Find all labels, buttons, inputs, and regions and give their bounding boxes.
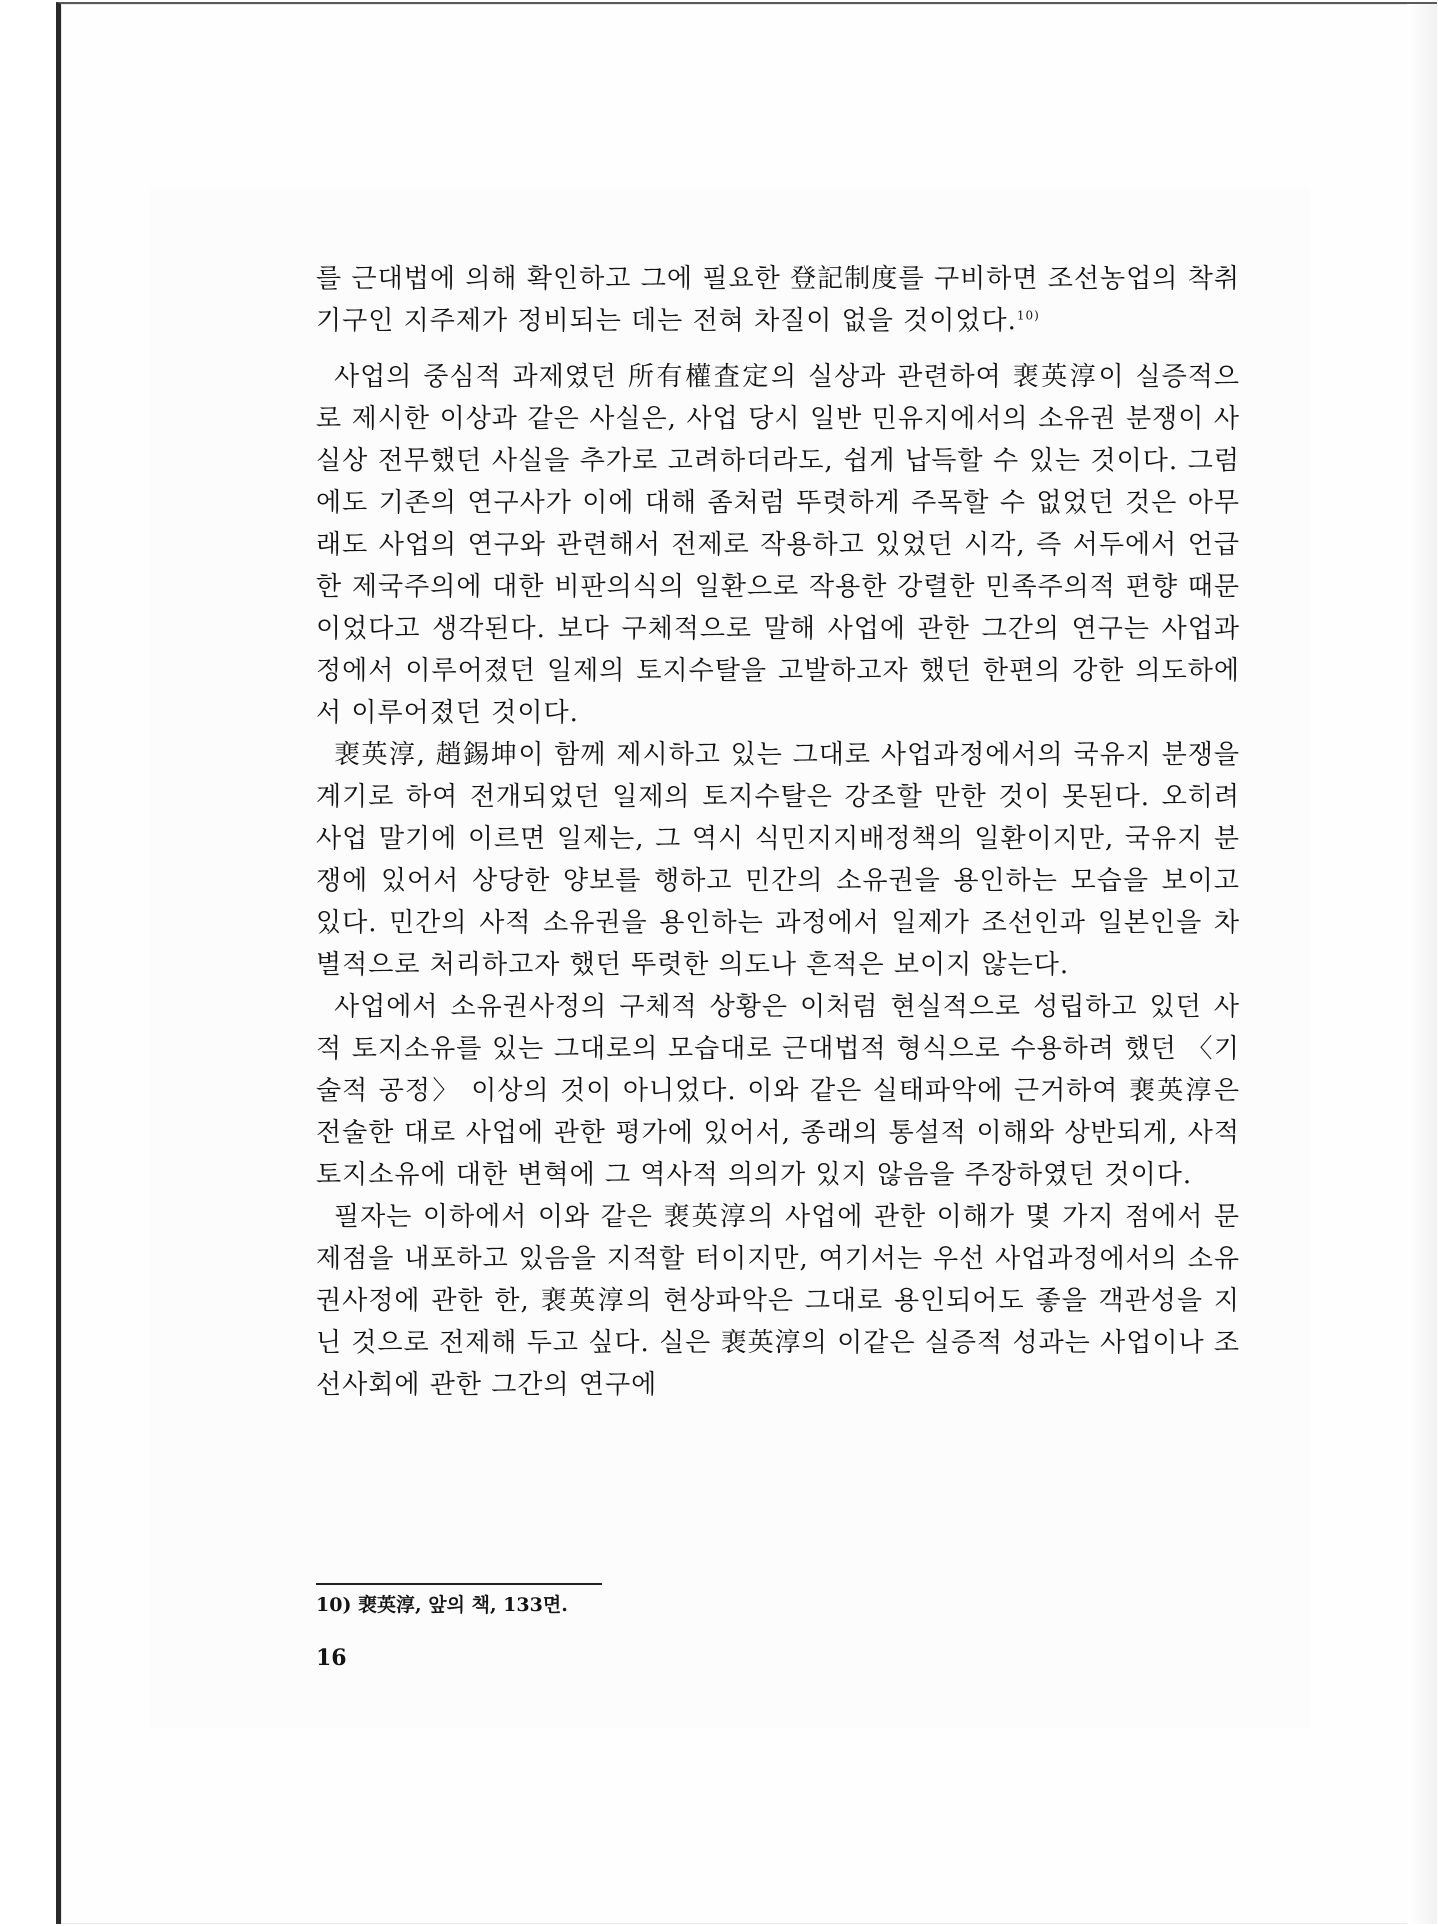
paragraph: 사업에서 소유권사정의 구체적 상황은 이처럼 현실적으로 성립하고 있던 사적 토지소유를 있는 그대로의 모습대로 근대법적 형식으로 수용하려 했던 〈기술적 공정〉 이상의 것이 아니었다. 이와 같은 실태파악에 근거하여 裵英淳은 전술한 대로 사업에 관한 평가에 있어서, 종래의 통설적 이해와 상반되게, 사적 토지소유에 대한 변혁에 그 역사적 의의가 있지 않음을 주장하였던 것이다.: [316, 992, 1240, 1190]
footnote-reference: 10): [1016, 308, 1040, 323]
paragraph: 필자는 이하에서 이와 같은 裵英淳의 사업에 관한 이해가 몇 가지 점에서 문제점을 내포하고 있음을 지적할 터이지만, 여기서는 우선 사업과정에서의 소유권사정에 관한 한, 裵英淳의 현상파악은 그대로 용인되어도 좋을 객관성을 지닌 것으로 전제해 두고 싶다. 실은 裵英淳의 이같은 실증적 성과는 사업이나 조선사회에 관한 그간의 연구에: [316, 1202, 1240, 1400]
page-number: 16: [316, 1645, 347, 1671]
paragraph-text: 를 근대법에 의해 확인하고 그에 필요한 登記制度를 구비하면 조선농업의 착취기구인 지주제가 정비되는 데는 전혀 차질이 없을 것이었다.: [316, 264, 1240, 336]
paragraph: 사업의 중심적 과제였던 所有權査定의 실상과 관련하여 裵英淳이 실증적으로 제시한 이상과 같은 사실은, 사업 당시 일반 민유지에서의 소유권 분쟁이 사실상 전무했던 사실을 추가로 고려하더라도, 쉽게 납득할 수 있는 것이다. 그럼에도 기존의 연구사가 이에 대해 좀처럼 뚜렷하게 주목할 수 없었던 것은 아무래도 사업의 연구와 관련해서 전제로 작용하고 있었던 시각, 즉 서두에서 언급한 제국주의에 대한 비판의식의 일환으로 작용한 강렬한 민족주의적 편향 때문이었다고 생각된다. 보다 구체적으로 말해 사업에 관한 그간의 연구는 사업과정에서 이루어졌던 일제의 토지수탈을 고발하고자 했던 한편의 강한 의도하에서 이루어졌던 것이다.: [316, 362, 1240, 728]
body-text: [316, 258, 1240, 1406]
footnote: 10) 裵英淳, 앞의 책, 133면.: [316, 1594, 568, 1616]
paragraph: 裵英淳, 趙錫坤이 함께 제시하고 있는 그대로 사업과정에서의 국유지 분쟁을 계기로 하여 전개되었던 일제의 토지수탈은 강조할 만한 것이 못된다. 오히려 사업 말기에 이르면 일제는, 그 역시 식민지지배정책의 일환이지만, 국유지 분쟁에 있어서 상당한 양보를 행하고 민간의 소유권을 용인하는 모습을 보이고 있다. 민간의 사적 소유권을 용인하는 과정에서 일제가 조선인과 일본인을 차별적으로 처리하고자 했던 뚜렷한 의도나 흔적은 보이지 않는다.: [316, 740, 1240, 980]
paragraph-continuation: [316, 258, 1240, 342]
footnote-divider: [316, 1583, 602, 1585]
